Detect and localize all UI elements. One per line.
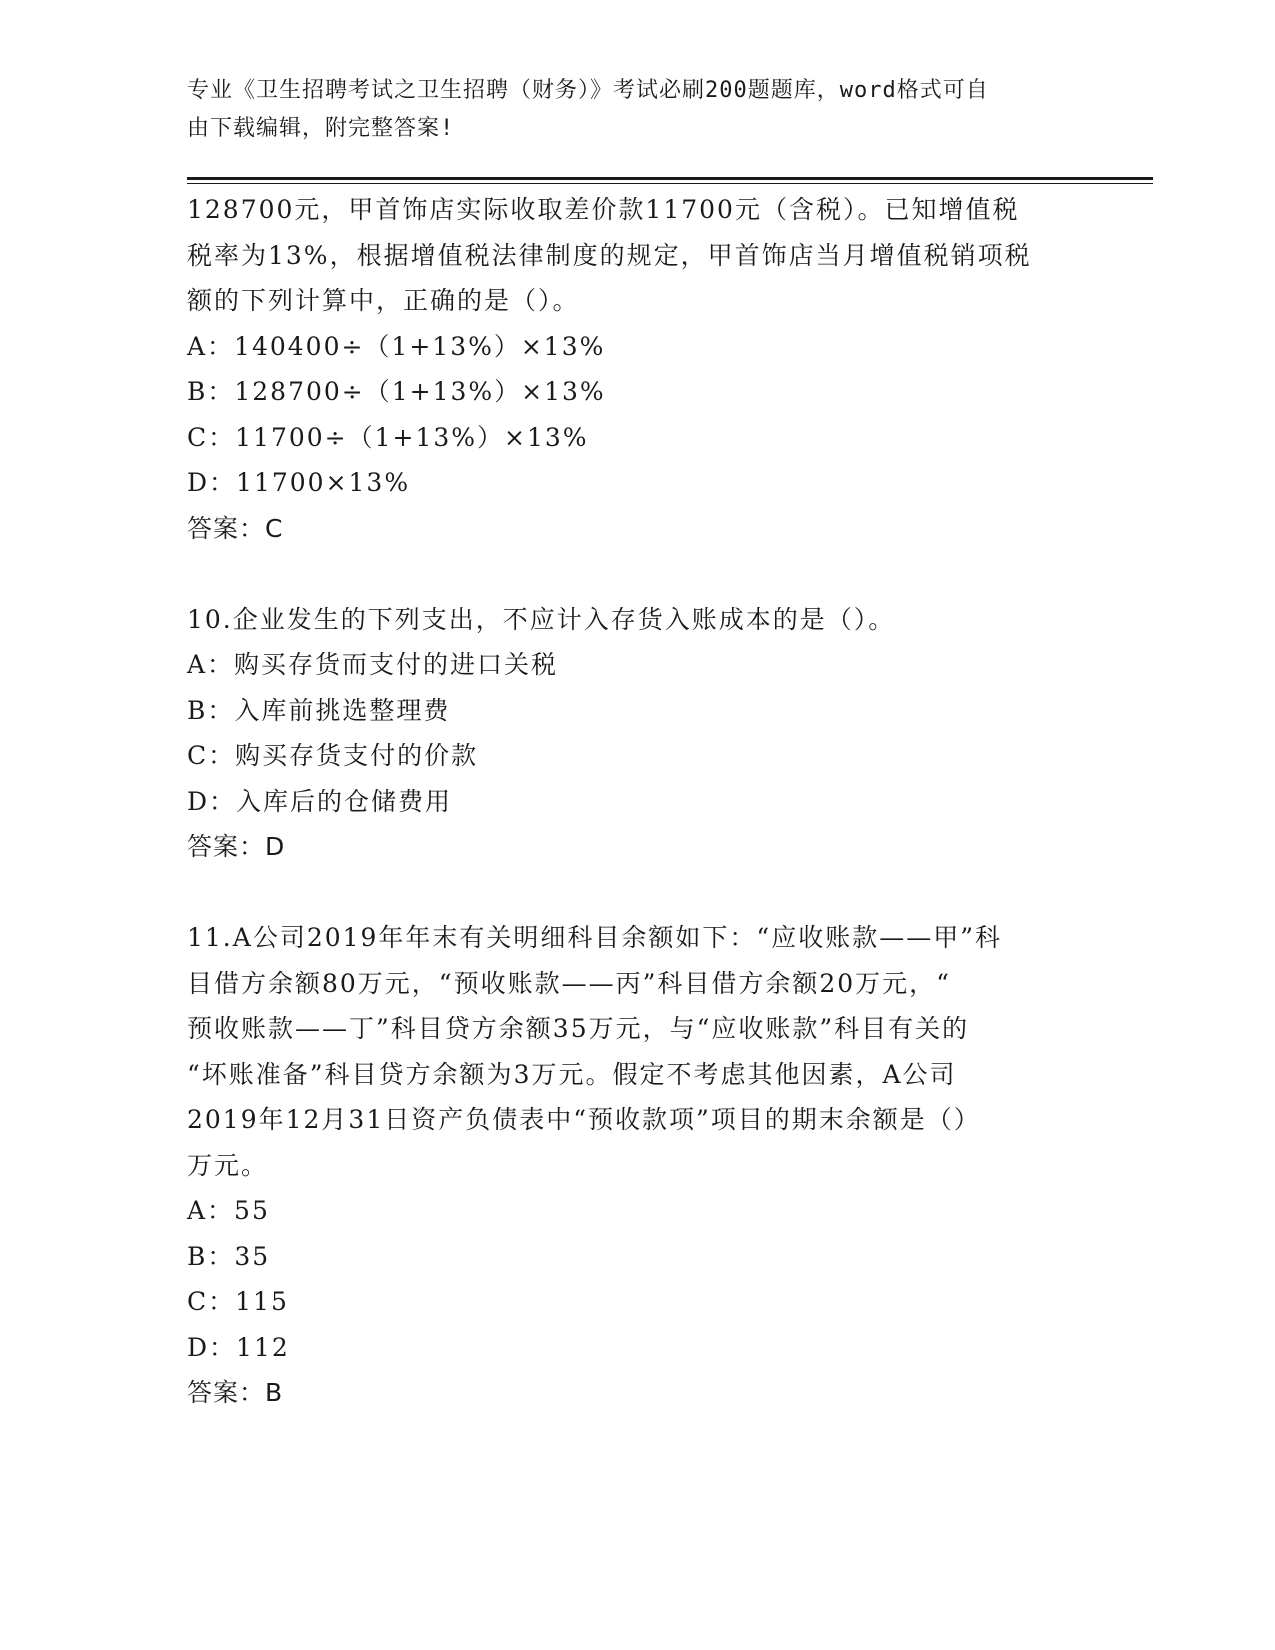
- header-divider-thick: [187, 177, 1153, 180]
- header-line-2: 由下载编辑，附完整答案!: [187, 116, 455, 141]
- header-divider-thin: [187, 183, 1153, 184]
- option-b: B：128700÷（1+13%）×13%: [187, 377, 606, 406]
- option-c: C：11700÷（1+13%）×13%: [187, 422, 589, 452]
- question-text-line: “坏账准备”科目贷方余额为3万元。假定不考虑其他因素，A公司: [187, 1059, 957, 1089]
- question-spacer: [187, 551, 1087, 597]
- question-text-line: 额的下列计算中，正确的是（）。: [187, 286, 580, 315]
- option-b: B：35: [187, 1241, 271, 1271]
- header-line-1: 专业《卫生招聘考试之卫生招聘（财务）》考试必刷200题题库，word格式可自: [187, 78, 989, 103]
- question-spacer: [187, 870, 1087, 916]
- answer-label: 答案：C: [187, 513, 284, 543]
- question-10: [187, 597, 1087, 870]
- option-a: A：购买存货而支付的进口关税: [187, 650, 559, 679]
- option-d: D：11700×13%: [187, 468, 411, 497]
- question-text-line: 税率为13%，根据增值税法律制度的规定，甲首饰店当月增值税销项税: [187, 240, 1032, 270]
- answer-label: 答案：D: [187, 832, 286, 861]
- question-9: [187, 187, 1087, 551]
- question-text-line: 10.企业发生的下列支出，不应计入存货入账成本的是（）。: [187, 604, 896, 634]
- option-c: C：115: [187, 1287, 289, 1316]
- option-b: B：入库前挑选整理费: [187, 695, 451, 725]
- question-text-line: 预收账款——丁”科目贷方余额35万元，与“应收账款”科目有关的: [187, 1014, 970, 1043]
- option-a: A：140400÷（1+13%）×13%: [187, 331, 606, 361]
- option-a: A：55: [187, 1196, 270, 1225]
- option-d: D：112: [187, 1332, 290, 1362]
- question-content: [187, 187, 1087, 1416]
- question-text-line: 万元。: [187, 1150, 269, 1180]
- question-text-line: 128700元，甲首饰店实际收取差价款11700元（含税）。已知增值税: [187, 195, 1020, 224]
- option-c: C：购买存货支付的价款: [187, 741, 479, 770]
- document-header: [187, 72, 1067, 148]
- question-text-line: 11.A公司2019年年末有关明细科目余额如下：“应收账款——甲”科: [187, 923, 1002, 952]
- question-text-line: 目借方余额80万元，“预收账款——丙”科目借方余额20万元，“: [187, 968, 951, 998]
- option-d: D：入库后的仓储费用: [187, 786, 453, 816]
- answer-label: 答案：B: [187, 1378, 284, 1407]
- question-11: [187, 915, 1087, 1416]
- question-text-line: 2019年12月31日资产负债表中“预收款项”项目的期末余额是（）: [187, 1105, 981, 1134]
